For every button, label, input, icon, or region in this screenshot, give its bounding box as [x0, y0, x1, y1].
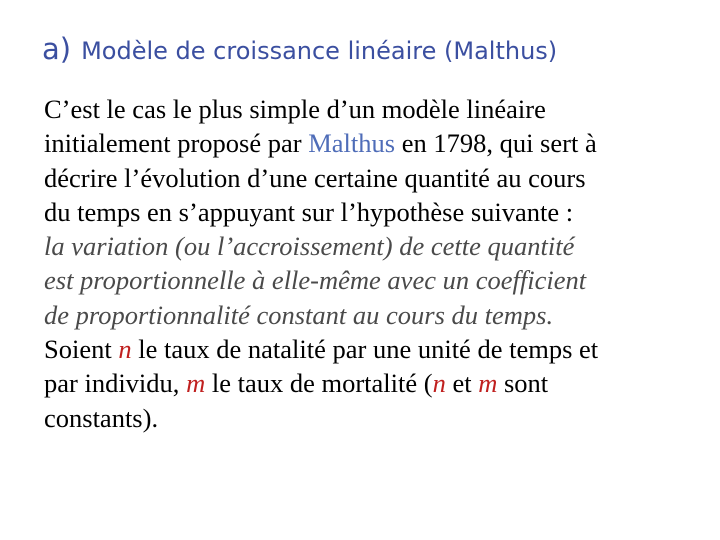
rates-line-2d: sont [497, 368, 549, 399]
title-text: Modèle de croissance linéaire (Malthus) [81, 37, 558, 65]
hypothesis-line-3: de proportionnalité constant au cours du temps. [44, 299, 554, 330]
hypothesis-paragraph [44, 229, 704, 332]
slide-title [42, 32, 712, 67]
rates-paragraph [44, 332, 704, 435]
variable-m: m [186, 368, 206, 399]
rates-line-1a: Soient [44, 334, 119, 365]
title-letter: a) [42, 32, 72, 66]
variable-n: n [118, 334, 132, 365]
rates-line-2c: et [445, 368, 479, 399]
variable-m-2: m [478, 368, 498, 399]
intro-line-2a: initialement proposé par [44, 128, 309, 159]
intro-line-3: décrire l’évolution d’une certaine quantité au cours [44, 162, 586, 193]
hypothesis-line-2: est proportionnelle à elle-même avec un coefficient [44, 265, 587, 296]
intro-line-1: C’est le cas le plus simple d’un modèle linéaire [44, 94, 546, 124]
hypothesis-line-1: la variation (ou l’accroissement) de cette quantité [44, 231, 575, 262]
slide-body [44, 92, 704, 435]
intro-line-2 [44, 126, 704, 160]
rates-line-2a: par individu, [44, 368, 187, 399]
rates-line-2b: le taux de mortalité ( [205, 368, 433, 399]
intro-line-2b: en 1798, qui sert à [395, 128, 597, 159]
malthus-name: Malthus [308, 128, 396, 159]
variable-n-2: n [432, 368, 446, 399]
rates-line-3: constants). [44, 402, 159, 433]
rates-line-2 [44, 366, 704, 400]
intro-paragraph [44, 92, 704, 229]
intro-line-4: du temps en s’appuyant sur l’hypothèse suivante : [44, 196, 574, 227]
rates-line-1 [44, 332, 704, 366]
rates-line-1b: le taux de natalité par une unité de temps et [131, 334, 599, 365]
